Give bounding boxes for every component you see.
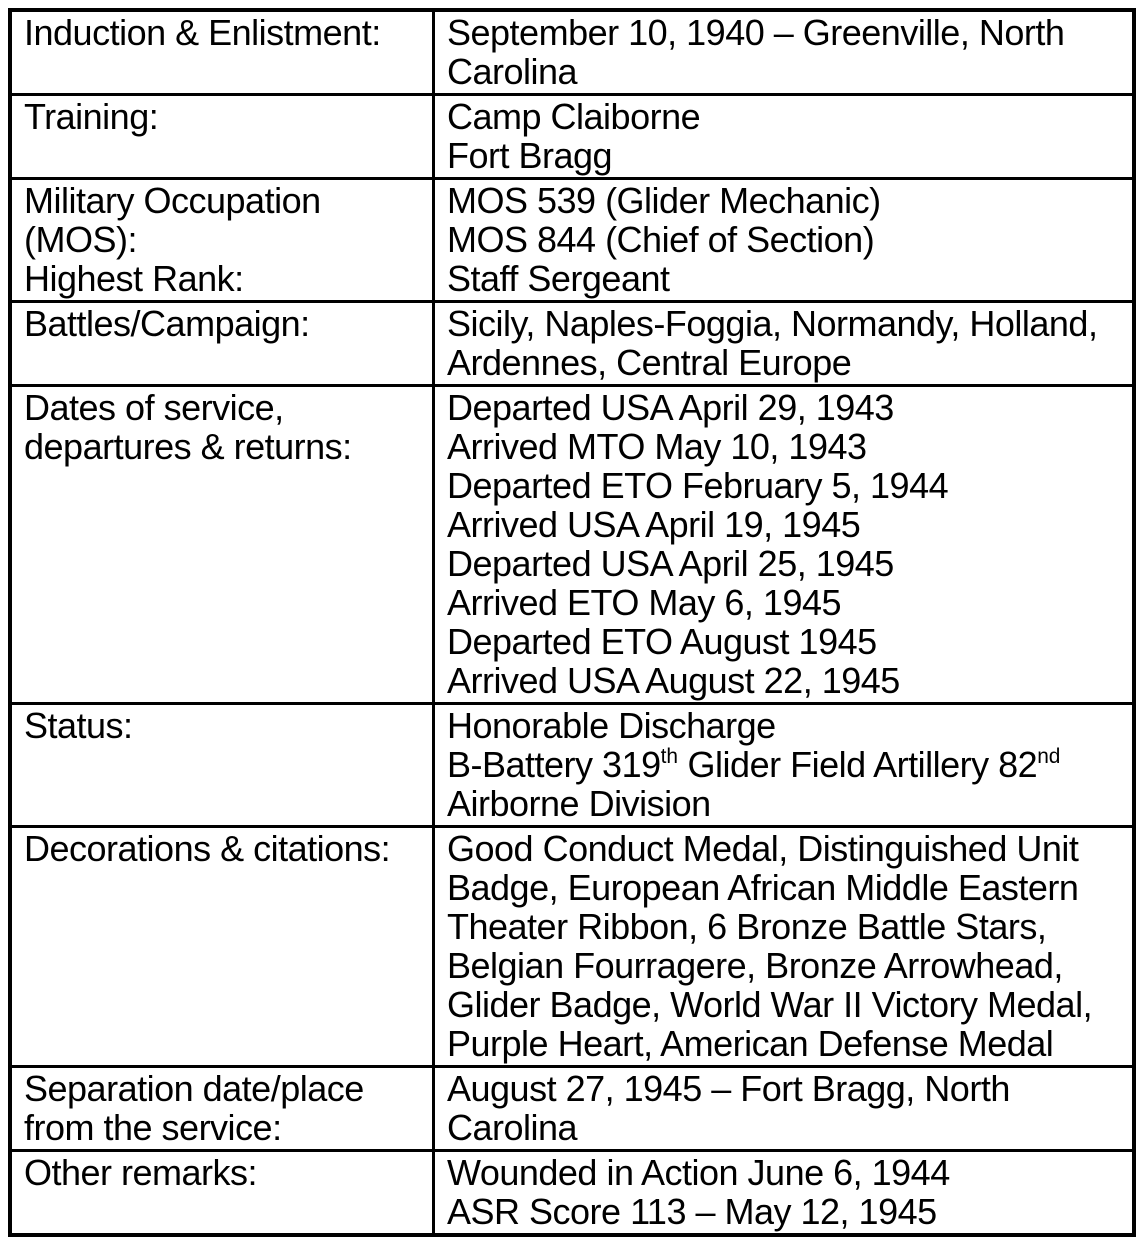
row-value-cell (434, 1067, 1135, 1151)
row-label-line: departures & returns: (24, 426, 352, 467)
row-value-line: Fort Bragg (447, 135, 613, 176)
row-label-line: from the service: (24, 1107, 282, 1148)
row-value-cell (434, 302, 1135, 386)
row-label-line: Status: (24, 705, 133, 746)
ordinal-superscript: th (660, 744, 679, 768)
row-label-cell (10, 827, 434, 1067)
row-value-cell (434, 179, 1135, 302)
row-value-line: Arrived USA April 19, 1945 (447, 504, 861, 545)
table-row-8 (10, 1151, 1134, 1236)
row-value-cell (434, 1151, 1135, 1236)
row-value-line: ASR Score 113 – May 12, 1945 (447, 1191, 937, 1232)
table-row-6 (10, 827, 1134, 1067)
row-label-line: Separation date/place (24, 1068, 364, 1109)
row-value-line: MOS 844 (Chief of Section) (447, 219, 875, 260)
table-row-3 (10, 302, 1134, 386)
table-row-7 (10, 1067, 1134, 1151)
row-value-line: Arrived MTO May 10, 1943 (447, 426, 867, 467)
row-value-line: Ardennes, Central Europe (447, 342, 852, 383)
row-value-line: Badge, European African Middle Eastern (447, 867, 1079, 908)
row-value-line: August 27, 1945 – Fort Bragg, North (447, 1068, 1010, 1109)
row-value-cell (434, 827, 1135, 1067)
row-value-line: Arrived ETO May 6, 1945 (447, 582, 842, 623)
row-value-cell (434, 10, 1135, 95)
row-value-line: Theater Ribbon, 6 Bronze Battle Stars, (447, 906, 1047, 947)
service-record-table (8, 8, 1136, 1237)
table-row-0 (10, 10, 1134, 95)
row-value-cell (434, 704, 1135, 827)
row-value-line: Sicily, Naples-Foggia, Normandy, Holland, (447, 303, 1098, 344)
row-label-cell (10, 1067, 434, 1151)
row-value-line: MOS 539 (Glider Mechanic) (447, 180, 881, 221)
row-value-line: Purple Heart, American Defense Medal (447, 1023, 1054, 1064)
row-value-line: B-Battery 319th Glider Field Artillery 82nd (447, 744, 1061, 785)
row-value-line: Departed ETO February 5, 1944 (447, 465, 949, 506)
row-value-line: Carolina (447, 51, 578, 92)
row-label-line: Military Occupation (24, 180, 321, 221)
row-value-line: Wounded in Action June 6, 1944 (447, 1152, 950, 1193)
row-value-line: Departed ETO August 1945 (447, 621, 877, 662)
row-label-line: Training: (24, 96, 159, 137)
row-label-cell (10, 1151, 434, 1236)
row-label-cell (10, 10, 434, 95)
row-label-cell (10, 179, 434, 302)
row-label-cell (10, 386, 434, 704)
row-value-line: Departed USA April 25, 1945 (447, 543, 894, 584)
row-value-line: September 10, 1940 – Greenville, North (447, 12, 1065, 53)
table-row-4 (10, 386, 1134, 704)
row-value-cell (434, 386, 1135, 704)
table-row-2 (10, 179, 1134, 302)
row-label-cell (10, 302, 434, 386)
row-label-line: Dates of service, (24, 387, 284, 428)
row-label-cell (10, 95, 434, 179)
row-value-line: Airborne Division (447, 783, 711, 824)
row-label-line: Decorations & citations: (24, 828, 391, 869)
row-value-line: Camp Claiborne (447, 96, 701, 137)
table-row-5 (10, 704, 1134, 827)
row-label-line: Other remarks: (24, 1152, 258, 1193)
row-value-line: Belgian Fourragere, Bronze Arrowhead, (447, 945, 1063, 986)
row-label-line: Induction & Enlistment: (24, 12, 381, 53)
row-value-line: Honorable Discharge (447, 705, 776, 746)
row-value-line: Departed USA April 29, 1943 (447, 387, 894, 428)
row-value-line: Glider Badge, World War II Victory Medal, (447, 984, 1093, 1025)
row-value-line: Staff Sergeant (447, 258, 670, 299)
row-value-line: Carolina (447, 1107, 578, 1148)
row-label-cell (10, 704, 434, 827)
service-record-table-body (10, 10, 1134, 1235)
row-label-line: Battles/Campaign: (24, 303, 310, 344)
row-label-line: (MOS): (24, 219, 137, 260)
row-value-cell (434, 95, 1135, 179)
row-value-line: Good Conduct Medal, Distinguished Unit (447, 828, 1079, 869)
table-row-1 (10, 95, 1134, 179)
ordinal-superscript: nd (1037, 744, 1061, 768)
row-label-line: Highest Rank: (24, 258, 244, 299)
row-value-line: Arrived USA August 22, 1945 (447, 660, 900, 701)
